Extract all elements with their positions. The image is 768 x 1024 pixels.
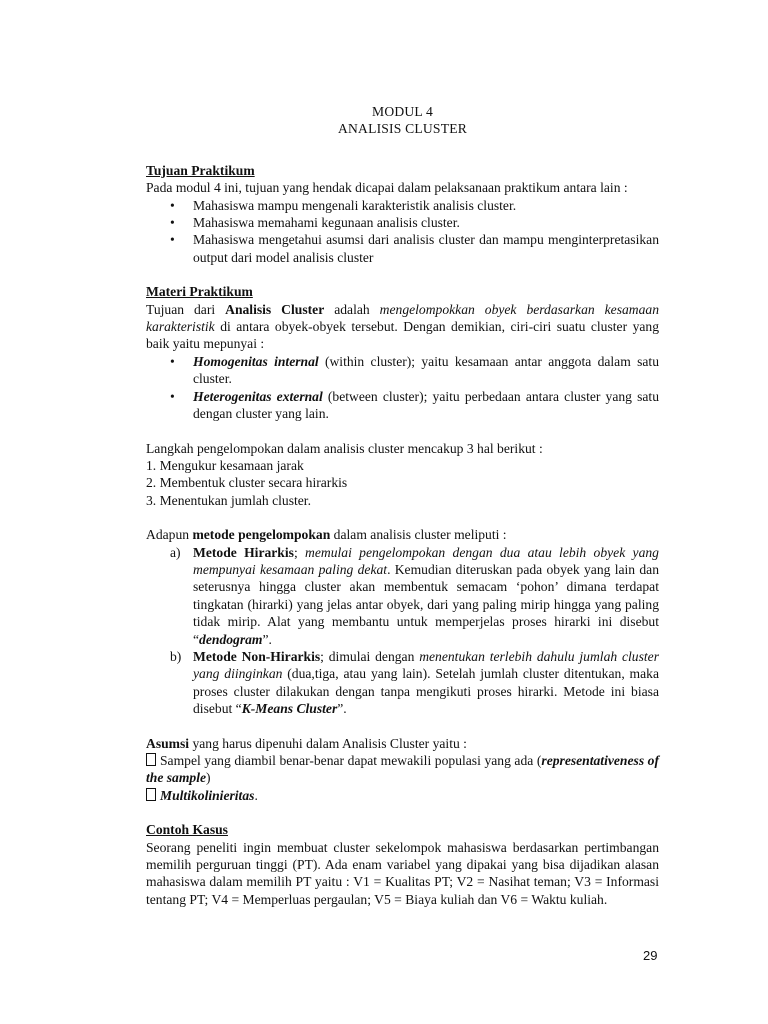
list-item: • Homogenitas internal (within cluster); yaitu kesamaan antar anggota dalam satu cluster. xyxy=(170,353,659,387)
langkah-item: 3. Menentukan jumlah cluster. xyxy=(146,492,311,508)
list-item: • Mahasiswa mampu mengenali karakteristik analisis cluster. xyxy=(170,197,517,213)
list-item: a) Metode Hirarkis; memulai pengelompokan dengan dua atau lebih obyek yang mempunyai kesamaan paling dekat. Kemudian diteruskan pada obyek yang lain dan seterusnya hingga cluster akan membentuk semacam ‘pohon’ dimana terdapat tingkatan (hirarki) yang jelas antar obyek, dari yang paling mirip hingga yang paling tidak mirip. Alat yang membantu untuk memperjelas proses hirarki ini disebut “dendogram”. xyxy=(170,544,659,647)
list-item: b) Metode Non-Hirarkis; dimulai dengan menentukan terlebih dahulu jumlah cluster yang diinginkan (dua,tiga, atau yang lain). Setelah jumlah cluster ditentukan, maka proses cluster dilakukan dengan tanpa mengikuti proses hirarki. Metode ini biasa disebut “K-Means Cluster”. xyxy=(170,648,659,717)
section-heading-materi: Materi Praktikum xyxy=(146,284,253,300)
bullet-icon: • xyxy=(170,197,175,213)
document-page xyxy=(146,103,659,908)
list-item: • Mahasiswa memahami kegunaan analisis cluster. xyxy=(170,215,460,231)
list-item: • Heterogenitas external (between cluster); yaitu perbedaan antara cluster yang satu dengan cluster yang lain. xyxy=(170,388,660,422)
metode-list xyxy=(146,544,659,718)
asumsi-intro: Asumsi yang harus dipenuhi dalam Analisis Cluster yaitu : xyxy=(146,735,467,751)
list-item: • Mahasiswa mengetahui asumsi dari analisis cluster dan mampu menginterpretasikan output dari model analisis cluster xyxy=(170,232,659,265)
checkbox-icon xyxy=(146,753,156,766)
tujuan-intro: Pada modul 4 ini, tujuan yang hendak dicapai dalam pelaksanaan praktikum antara lain : xyxy=(146,180,628,196)
bullet-icon: • xyxy=(170,388,175,404)
asumsi-item: Sampel yang diambil benar-benar dapat mewakili populasi yang ada (representativeness of the sample) xyxy=(146,753,659,786)
checkbox-icon xyxy=(146,788,156,801)
langkah-intro: Langkah pengelompokan dalam analisis cluster mencakup 3 hal berikut : xyxy=(146,440,543,456)
langkah-item: 2. Membentuk cluster secara hirarkis xyxy=(146,475,348,491)
asumsi-item: Multikolinieritas. xyxy=(146,787,659,804)
metode-intro: Adapun metode pengelompokan dalam analisis cluster meliputi : xyxy=(146,527,507,543)
modul-number: MODUL 4 xyxy=(372,104,433,119)
ciri-list xyxy=(146,353,659,423)
bullet-icon: • xyxy=(170,353,175,369)
langkah-item: 1. Mengukur kesamaan jarak xyxy=(146,457,304,473)
materi-paragraph: Tujuan dari Analisis Cluster adalah mengelompokkan obyek berdasarkan kesamaan karakteristik di antara obyek-obyek tersebut. Dengan demikian, ciri-ciri suatu cluster yang baik yaitu mepunyai : xyxy=(146,301,659,352)
section-heading-tujuan: Tujuan Praktikum xyxy=(146,162,255,178)
bullet-icon: • xyxy=(170,232,175,248)
tujuan-list xyxy=(146,197,659,267)
page-title: ANALISIS CLUSTER xyxy=(338,121,467,137)
page-number: 29 xyxy=(643,948,658,963)
bullet-icon: • xyxy=(170,215,175,231)
section-heading-kasus: Contoh Kasus xyxy=(146,822,228,838)
kasus-paragraph: Seorang peneliti ingin membuat cluster sekelompok mahasiswa berdasarkan pertimbangan memilih perguruan tinggi (PT). Ada enam variabel yang dipakai yang bisa dijadikan alasan mahasiswa dalam memilih PT yaitu : V1 = Kualitas PT; V2 = Nasihat teman; V3 = Informasi tentang PT; V4 = Memperluas pergaulan; V5 = Biaya kuliah dan V6 = Waktu kuliah. xyxy=(146,839,659,907)
